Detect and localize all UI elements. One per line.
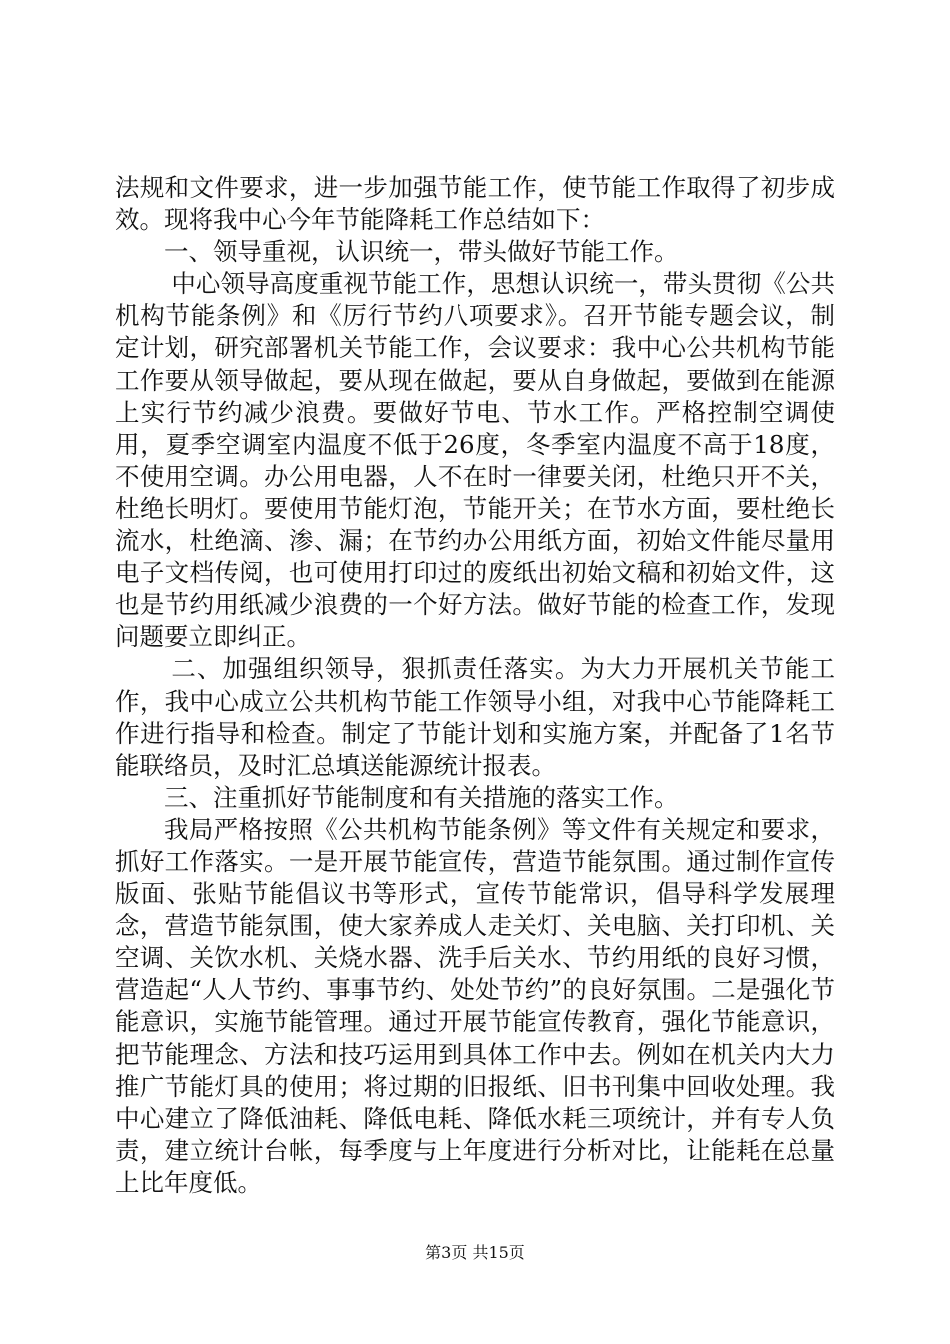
paragraph-section-two: 二、加强组织领导，狠抓责任落实。为大力开展机关节能工作，我中心成立公共机构节能工作领导小组，对我中心节能降耗工作进行指导和检查。制定了节能计划和实施方案，并配备了1名节能联络员，及时汇总填送能源统计报表。 <box>115 654 835 780</box>
paragraph-leadership: 中心领导高度重视节能工作，思想认识统一，带头贯彻《公共机构节能条例》和《厉行节约八项要求》。召开节能专题会议，制定计划，研究部署机关节能工作，会议要求：我中心公共机构节能工作要从领导做起，要从现在做起，要从自身做起，要做到在能源上实行节约减少浪费。要做好节电、节水工作。严格控制空调使用，夏季空调室内温度不低于26度，冬季室内温度不高于18度，不使用空调。办公用电器，人不在时一律要关闭，杜绝只开不关，杜绝长明灯。要使用节能灯泡，节能开关；在节水方面，要杜绝长流水，杜绝滴、渗、漏；在节约办公用纸方面，初始文件能尽量用电子文档传阅，也可使用打印过的废纸出初始文稿和初始文件，这也是节约用纸减少浪费的一个好方法。做好节能的检查工作，发现问题要立即纠正。 <box>115 269 835 652</box>
paragraph-intro-continued: 法规和文件要求，进一步加强节能工作，使节能工作取得了初步成效。现将我中心今年节能降耗工作总结如下： <box>115 173 835 235</box>
heading-section-three: 三、注重抓好节能制度和有关措施的落实工作。 <box>164 782 679 812</box>
document-body <box>115 172 835 1199</box>
paragraph-implementation: 我局严格按照《公共机构节能条例》等文件有关规定和要求，抓好工作落实。一是开展节能宣传，营造节能氛围。通过制作宣传版面、张贴节能倡议书等形式，宣传节能常识，倡导科学发展理念，营造节能氛围，使大家养成人走关灯、关电脑、关打印机、关空调、关饮水机、关烧水器、洗手后关水、节约用纸的良好习惯，营造起“人人节约、事事节约、处处节约”的良好氛围。二是强化节能意识，实施节能管理。通过开展节能宣传教育，强化节能意识，把节能理念、方法和技巧运用到具体工作中去。例如在机关内大力推广节能灯具的使用；将过期的旧报纸、旧书刊集中回收处理。我中心建立了降低油耗、降低电耗、降低水耗三项统计，并有专人负责，建立统计台帐，每季度与上年度进行分析对比，让能耗在总量上比年度低。 <box>115 814 835 1197</box>
heading-section-one: 一、领导重视，认识统一，带头做好节能工作。 <box>164 237 679 267</box>
page-number-footer: 第3页 共15页 <box>425 1243 525 1262</box>
